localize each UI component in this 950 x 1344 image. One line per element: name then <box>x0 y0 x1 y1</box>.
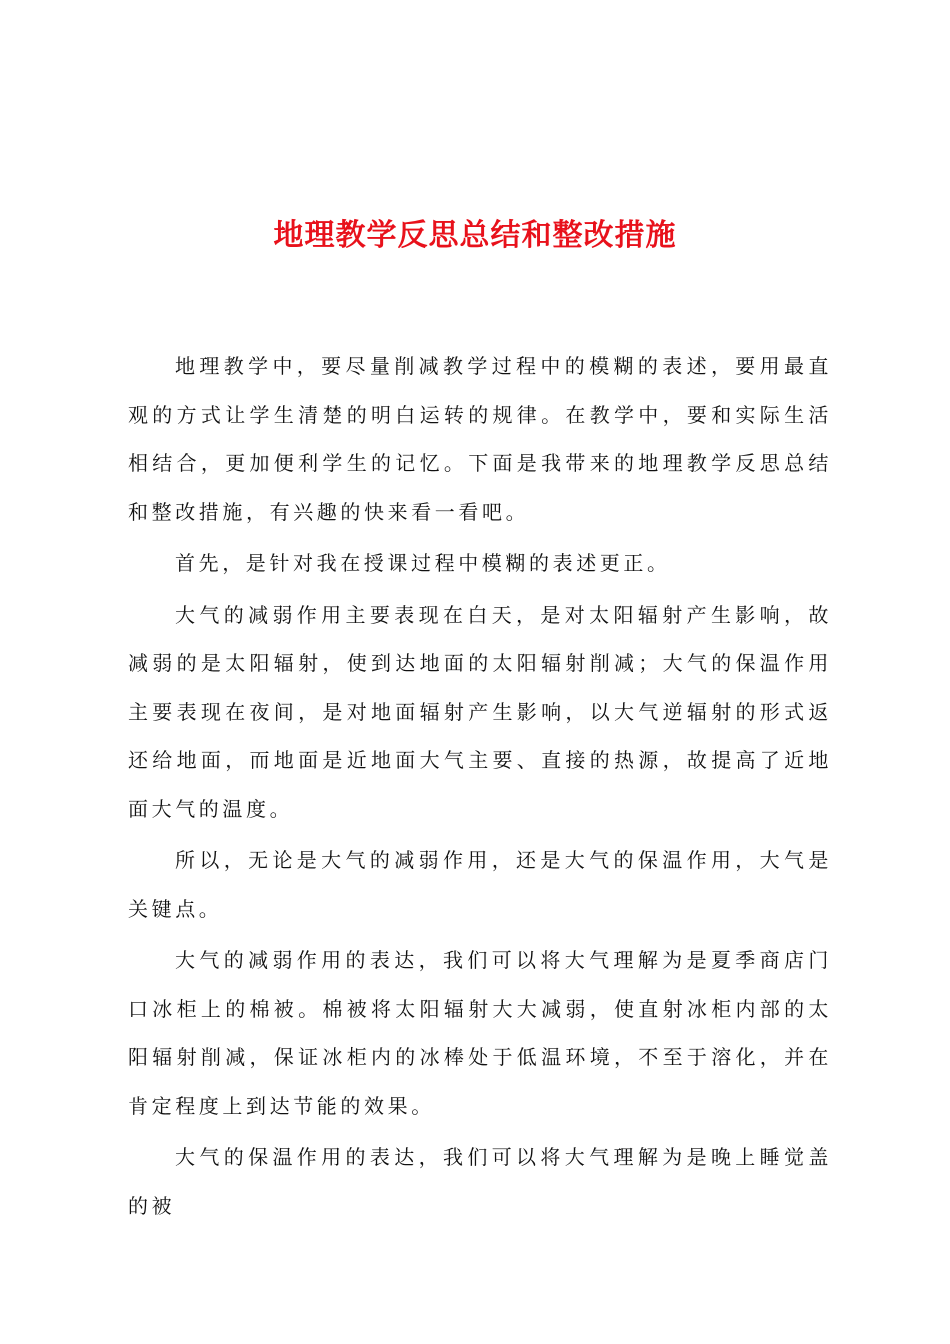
paragraph: 大气的减弱作用主要表现在白天，是对太阳辐射产生影响，故减弱的是太阳辐射，使到达地面的太阳辐射削减；大气的保温作用主要表现在夜间，是对地面辐射产生影响，以大气逆辐射的形式返还给地面，而地面是近地面大气主要、直接的热源，故提高了近地面大气的温度。 <box>128 602 832 821</box>
document-body <box>128 342 832 1233</box>
document-title: 地理教学反思总结和整改措施 <box>273 218 677 253</box>
paragraph: 大气的保温作用的表达，我们可以将大气理解为是晚上睡觉盖的被 <box>128 1145 832 1218</box>
paragraph: 大气的减弱作用的表达，我们可以将大气理解为是夏季商店门口冰柜上的棉被。棉被将太阳辐射大大减弱，使直射冰柜内部的太阳辐射削减，保证冰柜内的冰棒处于低温环境，不至于溶化，并在肯定程度上到达节能的效果。 <box>128 948 832 1118</box>
paragraph: 所以，无论是大气的减弱作用，还是大气的保温作用，大气是关键点。 <box>128 848 832 921</box>
paragraph: 地理教学中，要尽量削减教学过程中的模糊的表述，要用最直观的方式让学生清楚的明白运转的规律。在教学中，要和实际生活相结合，更加便利学生的记忆。下面是我带来的地理教学反思总结和整改措施，有兴趣的快来看一看吧。 <box>128 354 832 524</box>
paragraph: 首先，是针对我在授课过程中模糊的表述更正。 <box>175 551 671 575</box>
